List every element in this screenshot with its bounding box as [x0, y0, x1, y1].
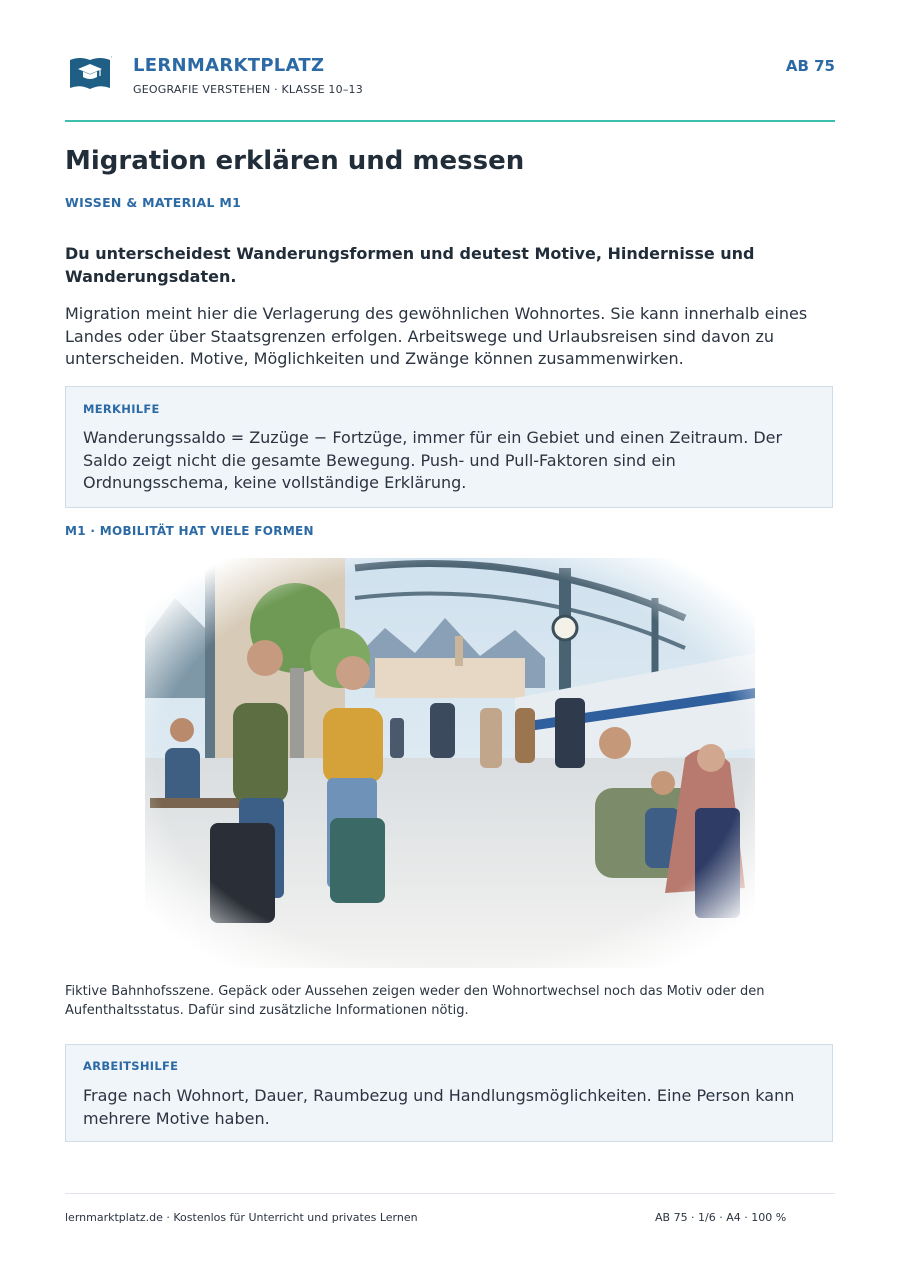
merkhilfe-label: MERKHILFE: [83, 402, 160, 416]
material-label: M1 · MOBILITÄT HAT VIELE FORMEN: [65, 524, 314, 538]
brand-name: LERNMARKTPLATZ: [133, 55, 325, 76]
arbeitshilfe-box: [65, 1044, 833, 1142]
page-title: Migration erklären und messen: [65, 146, 525, 176]
worksheet-page: [65, 0, 835, 1273]
arbeitshilfe-text: Frage nach Wohnort, Dauer, Raumbezug und Handlungsmöglichkeiten. Eine Person kann mehrere Motive haben.: [83, 1086, 795, 1128]
section-kicker: WISSEN & MATERIAL M1: [65, 195, 242, 210]
lead-text: Du unterscheidest Wanderungsformen und deutest Motive, Hindernisse und Wanderungsdaten.: [65, 244, 755, 286]
header: [65, 50, 835, 100]
brand-subtitle: GEOGRAFIE VERSTEHEN · KLASSE 10–13: [133, 83, 363, 96]
arbeitshilfe-label: ARBEITSHILFE: [83, 1059, 179, 1073]
image-caption: Fiktive Bahnhofsszene. Gepäck oder Aussehen zeigen weder den Wohnortwechsel noch das Motiv oder den Aufenthaltsstatus. Dafür sind zusätzliche Informationen nötig.: [65, 984, 765, 1018]
train-station-illustration: [145, 558, 755, 968]
body-text: Migration meint hier die Verlagerung des gewöhnlichen Wohnortes. Sie kann innerhalb eines Landes oder über Staatsgrenzen erfolgen. Arbeitswege und Urlaubsreisen sind davon zu unterscheiden. Motive, Möglichkeiten und Zwänge können zusammenwirken.: [65, 304, 808, 368]
merkhilfe-box: [65, 386, 833, 508]
header-divider: [65, 120, 835, 122]
sheet-number: AB 75: [785, 57, 835, 75]
graduation-cap-book-icon: [68, 54, 112, 92]
footer-page-info: AB 75 · 1/6 · A4 · 100 %: [655, 1211, 787, 1224]
footer-site: lernmarktplatz.de · Kostenlos für Unterricht und privates Lernen: [65, 1211, 418, 1224]
footer-divider: [65, 1193, 835, 1194]
merkhilfe-text: Wanderungssaldo = Zuzüge − Fortzüge, immer für ein Gebiet und einen Zeitraum. Der Saldo zeigt nicht die gesamte Bewegung. Push- und Pull-Faktoren sind ein Ordnungsschema, keine vollständige Erklärung.: [83, 428, 783, 492]
